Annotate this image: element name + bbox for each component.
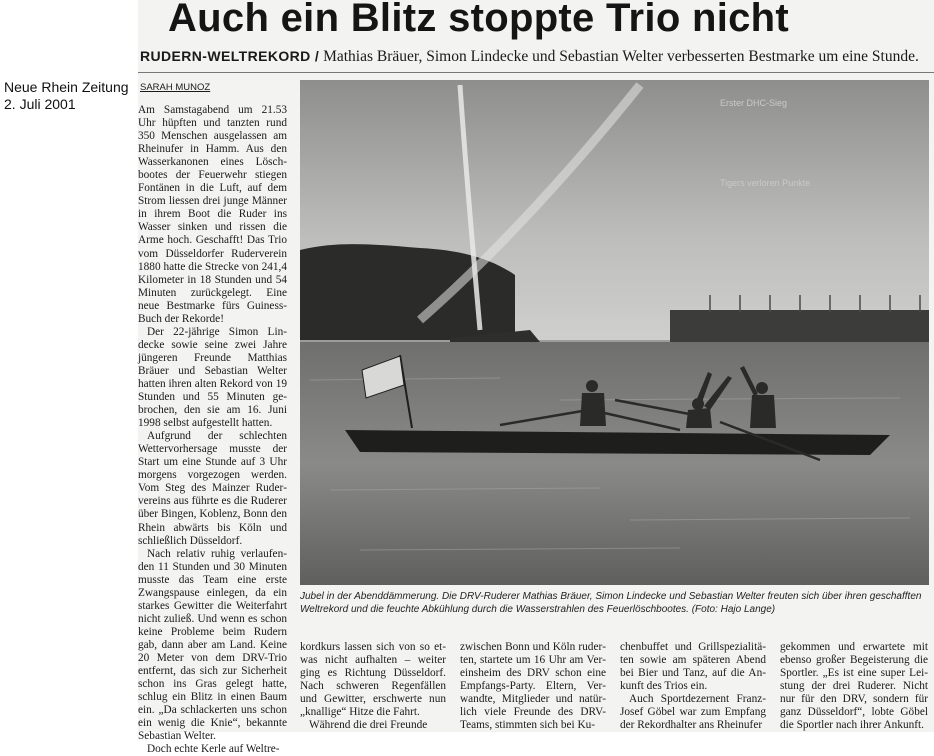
subhead: Mathias Bräuer, Simon Lindecke und Sebastian Welter verbesserten Bestmarke um eine Stunde. (323, 48, 919, 65)
article-column-left: Am Samstagabend um 21.53 Uhr hüpften und tanzten rund 350 Menschen ausgelassen am Rheinufer in Hamm. Aus den Wasserkanonen eines Löschbootes der Feuerwehr stiegen Fontänen in die Luft, auf dem Strom liessen drei junge Männer in ihrem Boot die Ruder ins Wasser sinken und rissen die Arme hoch. Geschafft! Das Trio vom Düsseldorfer Ruderverein 1880 hatte die Strecke von 241,4 Kilometer in 18 Stunden und 54 Minuten zurückgelegt. Eine neue Bestmarke fürs Guiness-Buch der Rekorde! Der 22-jährige Simon Lindecke sowie seine zwei Jahre jüngeren Freunde Matthias Bräuer und Sebastian Welter hatten ihren alten Rekord von 19 Stunden und 55 Minuten gebrochen, den sie am 16. Juni 1998 selbst aufgestellt hatten. Aufgrund der schlechten Wettervorhersage musste der Start um eine Stunde auf 3 Uhr morgens vorgezogen werden. Vom Steg des Mainzer Rudervereins aus führte es die Ruderer über Bingen, Koblenz, Bonn den Rhein abwärts bis Köln und schließlich Düsseldorf. Nach relativ ruhig verlaufenden 11 Stunden und 30 Minuten musste das Team eine erste Zwangspause einlegen, da ein starkes Gewitter die Weiterfahrt nicht zuließ. Und wenn es schon keine Probleme beim Rudern gab, dann aber am Land. Keine 20 Meter von dem DRV-Trio entfernt, das sich zur Sicherheit schon ins Gras gelegt hatte, schlug ein Blitz in einen Baum ein. „Da schlackerten uns schon ein wenig die Knie“, bekannte Sebastian Welter. Doch echte Kerle auf Weltre- (138, 104, 287, 756)
publication-date: 2. Juli 2001 (4, 96, 76, 112)
publication-name: Neue Rhein Zeitung (4, 79, 129, 95)
source-note (4, 79, 129, 113)
bleed-through-text-1: Erster DHC-Sieg (720, 98, 788, 108)
article-column-b1: kordkurs lassen sich von so etwas nicht aufhalten – weiter ging es Richtung Düsseldorf. Nach schweren Regenfällen und Gewitter, erschwerte nun „knallige“ Hitze die Fahrt. Während die drei Freunde (300, 641, 446, 732)
author-byline: SARAH MUNOZ (140, 82, 211, 93)
headline: Auch ein Blitz stoppte Trio nicht (168, 0, 790, 40)
article-column-b3: chenbuffet und Grillspezialitäten sowie am späteren Abend bei Bier und Tanz, auf die Ankunft des Trios ein. Auch Sportdezernent Franz-Josef Göbel war zum Empfang der Rekordhalter ans Rheinufer (620, 641, 766, 732)
header-rule (138, 72, 934, 73)
subhead-line (140, 48, 919, 66)
photo-caption: Jubel in der Abenddämmerung. Die DRV-Ruderer Mathias Bräuer, Simon Lindecke und Sebastian Welter freuten sich über ihren geschafften Weltrekord und die feuchte Abkühlung durch die Wasserstrahlen des Feuerlöschbootes. (Foto: Hajo Lange) (300, 591, 922, 615)
article-column-b4: gekommen und erwartete mit ebenso großer Begeisterung die Sportler. „Es ist eine super Leistung der drei Ruderer. Nicht nur für den DRV, sondern für ganz Düsseldorf“, lobte Göbel die Sportler nach ihrer Ankunft. (780, 641, 928, 732)
rowing-photo (300, 80, 929, 585)
article-column-b2: zwischen Bonn und Köln ruderten, startete um 16 Uhr am Vereinsheim des DRV schon eine Empfangs-Party. Eltern, Verwandte, Mitglieder und natürlich viele Freunde des DRV-Teams, stimmten sich bei Ku- (460, 641, 606, 732)
bleed-through-text-2: Tigers verloren Punkte (720, 178, 811, 188)
kicker: RUDERN-WELTREKORD / (140, 48, 320, 64)
photo-illustration (300, 80, 929, 585)
